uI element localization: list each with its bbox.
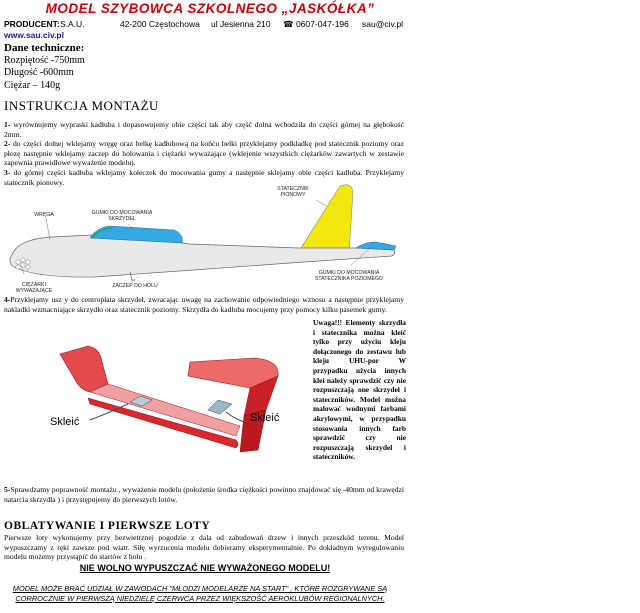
company-street: ul Jesienna 210 (211, 19, 271, 29)
footer-line-2: CORROCZNIE W PIERWSZĄ NIEDZIELĘ CZERWCA PRZEZ WIĘKSZOŚĆ AEROKLUBÓW REGIONALNYCH. (15, 594, 385, 603)
label-gumki-skrzydel: GUMKI DO MOCOWANIA SKRZYDEŁ (91, 210, 153, 222)
label-statecznik-pionowy: STATECZNIK PIONOWY (277, 186, 309, 198)
label-sklejc-left: Skleić (50, 416, 80, 428)
company-address: 42-200 Częstochowa (120, 19, 200, 29)
label-sklejc-right: Skleić (250, 412, 280, 424)
assembly-steps (4, 120, 404, 187)
step-3: 3- do górnej części kadłuba wklejamy kołeczek do mocowania gumy a następnie sklejamy obie części kadłuba. Przyklejamy statecznik pionowy. (4, 167, 404, 187)
website-link[interactable]: www.sau.civ.pl (4, 30, 64, 40)
flying-heading: OBLATYWANIE I PIERWSZE LOTY (4, 520, 211, 532)
wing-joiner (208, 400, 232, 414)
technical-data (4, 42, 85, 92)
producent-label: PRODUCENT: (4, 19, 60, 29)
label-wrega: WRĘGA (34, 212, 54, 218)
specs-weight: Ciężar – 140g (4, 79, 61, 91)
company-phone: ☎ 0607-047-196 (283, 19, 349, 29)
specs-heading: Dane techniczne: (4, 42, 85, 54)
specs-length: Długość -600mm (4, 67, 74, 78)
flying-text: Pierwsze loty wykonujemy przy bezwietrznej pogodzie z dala od zabudowań drzew i innych przeszkód terenu. Model wypuszczamy z ręki zawsze pod wiatr. Siłę wyrzucenia modelu dobieramy eksperymentalnie. Po dokładnym wyregulowaniu modelu możemy przystąpić do startów z holu . (4, 533, 404, 562)
specs-span: Rozpiętość -750mm (4, 54, 85, 66)
step-5: 5-Sprawdzamy poprawność montażu , wyważenie modelu (położenie środka ciężkości powinno znajdować się -40mm od krawędzi natarcia skrzydła ) i przystępujemy do pierwszych lotów. (4, 485, 404, 504)
balance-warning: NIE WOLNO WYPUSZCZAĆ NIE WYWAŻONEGO MODELU! (79, 563, 331, 573)
label-gumki-statecznika: GUMKI DO MOCOWANIA STATECZNIKA POZIOMEGO (314, 270, 384, 282)
company-name: S.A.U. (60, 19, 85, 29)
footer-line-1: MODEL MOŻE BRAĆ UDZIAŁ W ZAWODACH "MŁODZI MODELARZE NA START" , KTÓRE ROZGRYWANE SĄ (12, 584, 388, 593)
label-zaczep: ZACZEP DO HOLU (112, 283, 158, 289)
label-ciezarki: CIĘŻARKI WYWAŻAJĄCE (15, 282, 53, 294)
company-email[interactable]: sau@civ.pl (362, 19, 404, 29)
step-1: 1- wyrównujemy wypraski kadłuba i dopasowujemy obie części tak aby część dolna wchodziła do części górnej na głębokość 2mm. (4, 120, 404, 139)
left-wing-tip (60, 346, 108, 392)
step-2: 2- do części dolnej wklejamy wręgę oraz belkę kadłubową na końcu belki przyklejamy podkładkę pod statecznik poziomy oraz płozę następnie wklejamy zaczep do holowania i ciężarki wyważające (wklejenie wszystkich ciężarków zawartych w zestawie zapewnia prawidłowe wyważenie modelu). (4, 139, 404, 168)
wing-assembly-diagram (40, 340, 310, 470)
step-4: 4-Przyklejamy usz y do centropłata skrzydeł, zwracając uwagę na zachowanie odpowiedniego wznosu a następnie przyklejamy nakładki wzmacniające skrzydło oraz statecznik poziomy. Skrzydła do kadłuba mocujemy przy pomocy kilku pasemek gumy. (4, 295, 404, 314)
glue-warning: Uwaga!!! Elementy skrzydła i statecznika można kleić tylko przy użyciu kleju dołączonego do zestawu lub kleju UHU-por W przypadku użycia innych klei należy sprawdzić czy nie rozpuszczają one skrzydeł i stateczników. Model można malować wodnymi farbami akrylowymi, w przypadku stosowania innych farb sprawdzić czy nie rozpuszczają skrzydeł i stateczników. (313, 318, 406, 462)
assembly-heading: INSTRUKCJA MONTAŻU (4, 98, 159, 113)
page-title: MODEL SZYBOWCA SZKOLNEGO „JASKÓŁKA” (45, 1, 375, 16)
